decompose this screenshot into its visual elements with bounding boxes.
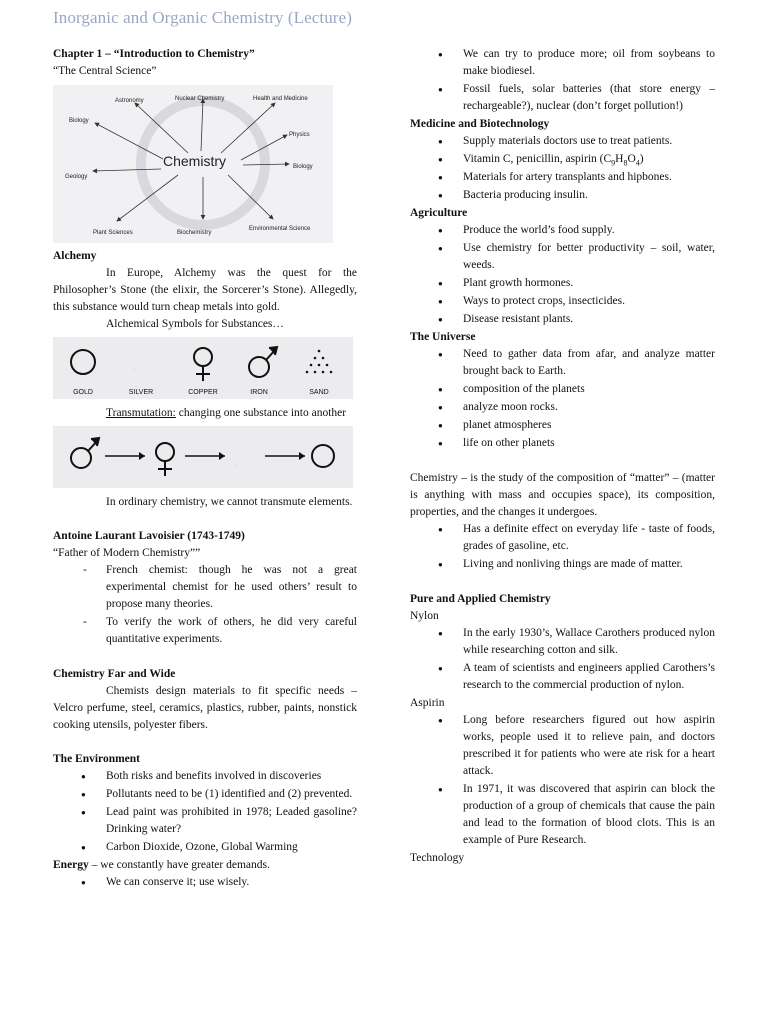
map-label-health: Health and Medicine [253, 96, 308, 102]
symbol-label-iron: IRON [250, 389, 268, 396]
pure-applied-heading: Pure and Applied Chemistry [410, 593, 551, 605]
list-item: ● planet atmospheres [410, 417, 715, 434]
list-item: ● Supply materials doctors use to treat patients. [410, 133, 715, 150]
list-item: ● Has a definite effect on everyday life - taste of foods, grades of gasoline, etc. [410, 521, 715, 555]
far-wide-paragraph: Chemists design materials to fit specific needs – Velcro perfume, steel, ceramics, plastics, rubber, paints, nonstick cooking utensils, polyester fibers. [53, 685, 357, 731]
list-item: ● composition of the planets [410, 381, 715, 398]
universe-heading: The Universe [410, 331, 476, 343]
agriculture-heading: Agriculture [410, 207, 468, 219]
chapter-heading: Chapter 1 – “Introduction to Chemistry” [53, 48, 255, 60]
list-item: ● We can conserve it; use wisely. [53, 874, 357, 891]
gold-symbol-icon [71, 350, 95, 374]
alchemy-paragraph: In Europe, Alchemy was the quest for the Philosopher’s Stone (the elixir, the Sorcerer’s Stone). Allegedly, this substance would turn cheap metals into gold. [53, 267, 357, 313]
symbols-intro: Alchemical Symbols for Substances… [106, 318, 284, 330]
alchemy-heading: Alchemy [53, 250, 97, 262]
universe-list [410, 346, 715, 452]
symbol-label-sand: SAND [309, 389, 329, 396]
chemistry-concept-map [53, 85, 333, 243]
transmutation-term: Transmutation: [106, 407, 176, 419]
list-item: ● Need to gather data from afar, and analyze matter brought back to Earth. [410, 346, 715, 380]
formula-sub: 8 [623, 158, 628, 168]
energy-list-continued [410, 46, 715, 115]
formula-o: O [627, 153, 636, 165]
formula-sub: 4 [635, 158, 640, 168]
technology-subheading: Technology [410, 852, 465, 864]
environment-list [53, 768, 357, 856]
silver-symbol-icon [132, 349, 145, 375]
nylon-subheading: Nylon [410, 610, 439, 622]
transmutation-graphic [53, 426, 353, 488]
copper-symbol-icon [194, 348, 212, 381]
symbol-label-copper: COPPER [188, 389, 218, 396]
iron-symbol-icon [249, 347, 277, 377]
aspirin-subheading: Aspirin [410, 697, 445, 709]
list-item: ● Pollutants need to be (1) identified and (2) prevented. [53, 786, 357, 803]
map-label-geology: Geology [65, 174, 88, 180]
list-item: - French chemist: though he was not a great experimental chemist for he used others’ result to propose many theories. [53, 562, 357, 613]
environment-heading: The Environment [53, 753, 141, 765]
list-item: ● Living and nonliving things are made of matter. [410, 556, 715, 573]
silver-symbol-icon [234, 444, 247, 470]
symbol-label-gold: GOLD [73, 389, 93, 396]
list-item: ● Long before researchers figured out how aspirin works, people used it to relieve pain, and doctors prescribed it for patients who were ate risk for a heart attack. [410, 712, 715, 780]
transmutation-diagram [53, 426, 353, 488]
list-item: ● life on other planets [410, 435, 715, 452]
list-item: ● In the early 1930’s, Wallace Carothers produced nylon while researching cotton and silk. [410, 625, 715, 659]
agriculture-list [410, 222, 715, 328]
gold-symbol-icon [312, 445, 334, 467]
energy-text: – we constantly have greater demands. [88, 859, 270, 871]
list-item: ● Bacteria producing insulin. [410, 187, 715, 204]
page-title: Inorganic and Organic Chemistry (Lecture) [53, 8, 352, 27]
medicine-list [410, 133, 715, 204]
list-item: ● Both risks and benefits involved in discoveries [53, 768, 357, 785]
sand-symbol-icon [306, 350, 333, 374]
formula-sub: 9 [611, 158, 616, 168]
list-item [410, 151, 715, 168]
aspirin-list [410, 712, 715, 849]
list-item: ● A team of scientists and engineers applied Carothers’s research to the commercial production of nylon. [410, 660, 715, 694]
map-label-plant: Plant Sciences [93, 230, 133, 236]
energy-list [53, 874, 357, 891]
symbol-label-silver: SILVER [128, 389, 154, 396]
list-item: ● Materials for artery transplants and hipbones. [410, 169, 715, 186]
ordinary-chemistry-note: In ordinary chemistry, we cannot transmute elements. [106, 496, 353, 508]
list-item: ● Ways to protect crops, insecticides. [410, 293, 715, 310]
list-item: - To verify the work of others, he did very careful quantitative experiments. [53, 614, 357, 648]
list-item: ● We can try to produce more; oil from soybeans to make biodiesel. [410, 46, 715, 80]
formula-close: ) [639, 153, 644, 165]
lavoisier-quote: “Father of Modern Chemistry”” [53, 547, 201, 559]
arrow-biology-right [243, 164, 289, 165]
map-label-physics: Physics [289, 132, 310, 138]
list-item: ● Plant growth hormones. [410, 275, 715, 292]
arrow-geology [93, 169, 161, 171]
map-label-nuclear: Nuclear Chemistry [175, 96, 225, 102]
chemistry-definition: Chemistry – is the study of the composition of “matter” – (matter is anything with mass and occupies space), its composition, properties, and the changes it undergoes. [410, 472, 715, 518]
transmutation-definition: changing one substance into another [175, 407, 347, 419]
list-item: ● In 1971, it was discovered that aspirin can block the production of a group of chemicals that cause the pain and lead to the formation of blood clots. This is an example of Pure Research. [410, 781, 715, 849]
energy-line [53, 857, 357, 874]
map-center-label: Chemistry [163, 153, 227, 169]
transmutation-paragraph [53, 405, 357, 422]
map-label-environment: Environmental Science [249, 226, 311, 232]
map-label-biology-right: Biology [293, 164, 313, 170]
map-label-astronomy: Astronomy [115, 98, 144, 104]
far-wide-heading: Chemistry Far and Wide [53, 668, 176, 680]
list-item: ● Carbon Dioxide, Ozone, Global Warming [53, 839, 357, 856]
right-column [410, 46, 715, 867]
list-item: ● Lead paint was prohibited in 1978; Leaded gasoline? Drinking water? [53, 804, 357, 838]
definition-list [410, 521, 715, 573]
left-column [53, 46, 357, 892]
copper-symbol-icon [156, 443, 174, 476]
chapter-subtitle: “The Central Science” [53, 65, 157, 77]
list-item: ● analyze moon rocks. [410, 399, 715, 416]
aspirin-formula-text: Vitamin C, penicillin, aspirin (C [463, 153, 612, 165]
lavoisier-heading: Antoine Laurant Lavoisier (1743-1749) [53, 530, 245, 542]
list-item: ● Produce the world’s food supply. [410, 222, 715, 239]
list-item: ● Fossil fuels, solar batteries (that store energy – rechargeable?), nuclear (don’t forget pollution!) [410, 81, 715, 115]
lavoisier-list [53, 562, 357, 648]
formula-h: H [615, 153, 624, 165]
nylon-list [410, 625, 715, 694]
energy-heading: Energy [53, 859, 89, 871]
medicine-heading: Medicine and Biotechnology [410, 118, 550, 130]
iron-symbol-icon [71, 438, 99, 468]
list-item: ● Use chemistry for better productivity – soil, water, weeds. [410, 240, 715, 274]
list-item: ● Disease resistant plants. [410, 311, 715, 328]
map-label-biochem: Biochemistry [177, 230, 212, 236]
map-label-biology-left: Biology [69, 118, 89, 124]
alchemical-symbols-strip [53, 337, 353, 399]
